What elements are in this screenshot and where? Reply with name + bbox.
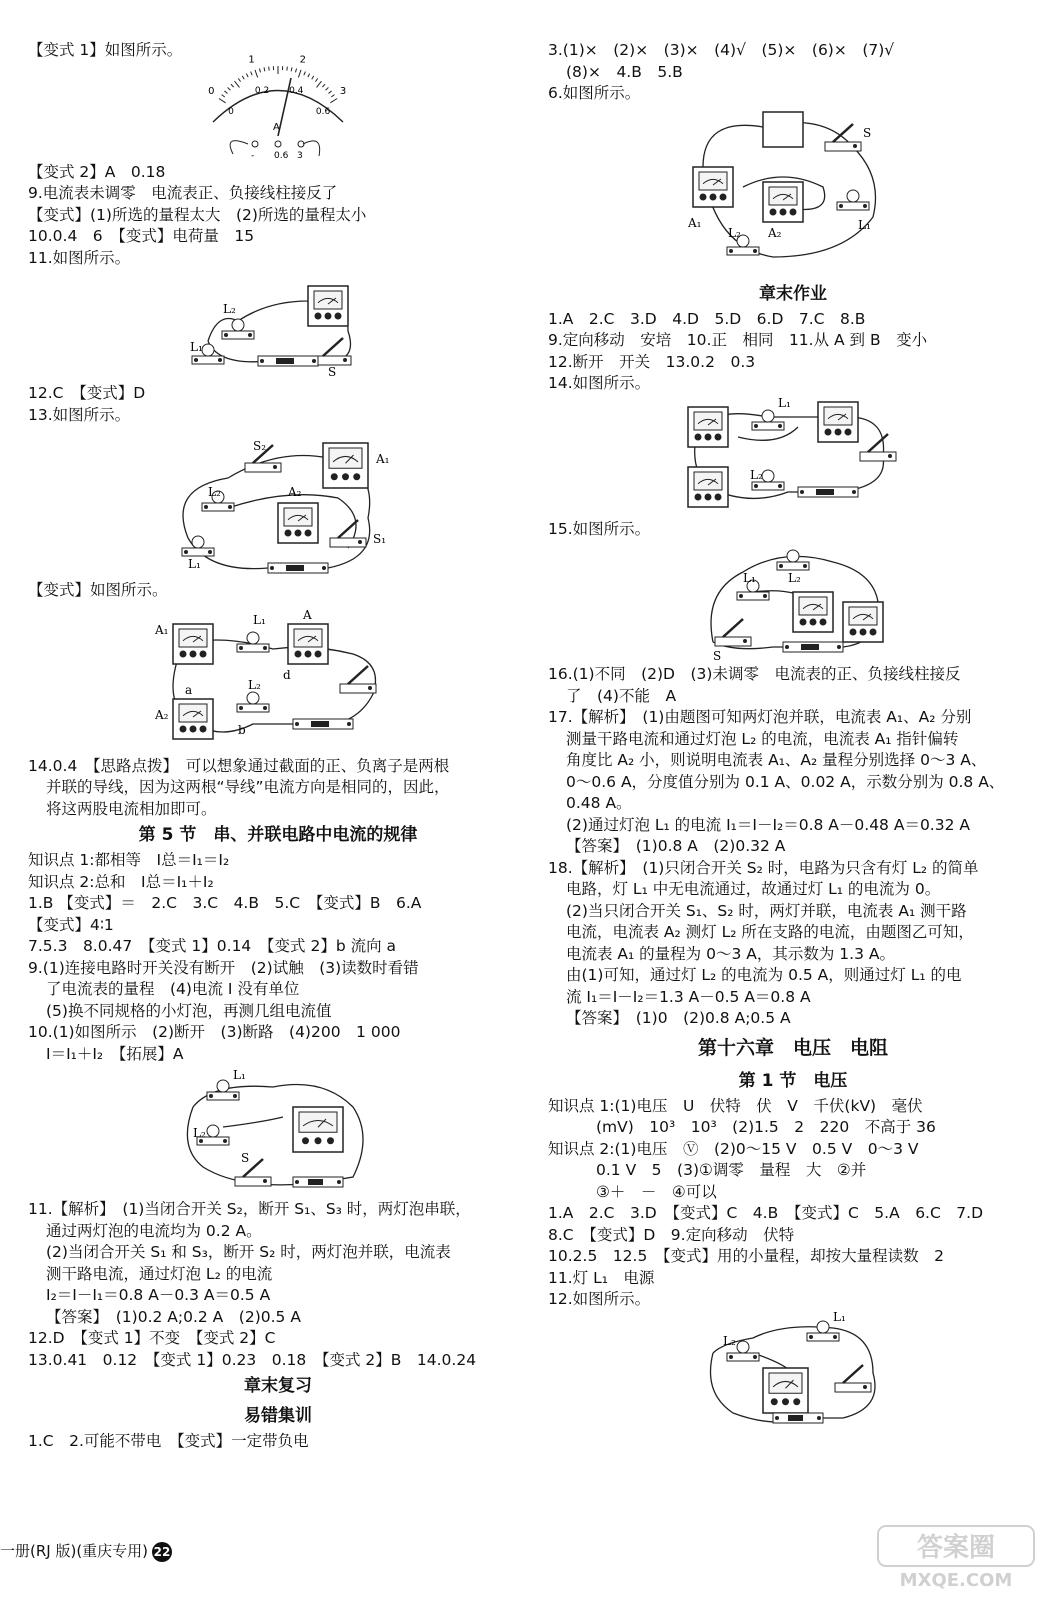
answer-line: 16.(1)不同 (2)D (3)未调零 电流表的正、负接线柱接反 — [548, 665, 961, 683]
svg-text:L₁: L₁ — [233, 1068, 246, 1082]
svg-text:A₂: A₂ — [288, 485, 302, 499]
answer-line: 测量干路电流和通过灯泡 L₂ 的电流，电流表 A₁ 指针偏转 — [566, 729, 959, 748]
svg-text:A: A — [303, 607, 312, 622]
svg-text:A₁: A₁ — [155, 622, 169, 637]
svg-text:0.6: 0.6 — [315, 106, 331, 117]
svg-text:A₁: A₁ — [688, 215, 702, 230]
answer-line: (2)当闭合开关 S₁ 和 S₃，断开 S₂ 时，两灯泡并联，电流表 — [46, 1243, 451, 1261]
circuit-figure-12 — [693, 1309, 893, 1433]
figure-c14 — [548, 397, 1038, 517]
watermark-line1: 答案圈 — [916, 1533, 996, 1563]
figure-c6 — [548, 107, 1038, 277]
answer-line: 由(1)可知，通过灯 L₂ 的电流为 0.5 A，则通过灯 L₁ 的电 — [566, 966, 962, 984]
answer-line: ③＋ － ④可以 — [596, 1182, 717, 1201]
svg-text:L₂: L₂ — [223, 302, 236, 316]
svg-text:3: 3 — [297, 150, 303, 161]
answer-line: 13.如图所示。 — [28, 405, 131, 424]
answer-line: (2)通过灯泡 L₁ 的电流 I₁＝I－I₂＝0.8 A－0.48 A＝0.32 A — [566, 815, 970, 834]
svg-text:L₂: L₂ — [750, 467, 763, 482]
footer-text: 一册(RJ 版)(重庆专用) — [0, 1542, 149, 1560]
answer-line: 流 I₁＝I－I₂＝1.3 A－0.5 A＝0.8 A — [566, 987, 811, 1006]
svg-text:A₂: A₂ — [768, 225, 782, 240]
answer-line: 【变式】如图所示。 — [28, 581, 168, 599]
answer-line: 10.2.5 12.5 【变式】用的小量程，却按大量程读数 2 — [548, 1247, 944, 1265]
answer-line: 12.C 【变式】D — [28, 384, 146, 402]
answer-line: 电流表 A₁ 的量程为 0～3 A，其示数为 1.3 A。 — [566, 944, 895, 963]
figure-c10 — [28, 1067, 528, 1197]
answer-line: 11.灯 L₁ 电源 — [548, 1268, 655, 1287]
svg-text:S: S — [328, 365, 337, 379]
answer-line: 12.如图所示。 — [548, 1290, 651, 1308]
answer-line: 10.(1)如图所示 (2)断开 (3)断路 (4)200 1 000 — [28, 1023, 401, 1041]
svg-text:3: 3 — [339, 85, 347, 97]
answer-line: 11.如图所示。 — [28, 248, 131, 267]
svg-text:L₁: L₁ — [858, 217, 871, 232]
answer-line: 【变式】4∶1 — [28, 915, 114, 934]
answer-line: 6.如图所示。 — [548, 84, 641, 102]
chapter-heading: 第十六章 电压 电阻 — [697, 1036, 888, 1059]
answer-line: 18.【解析】 (1)只闭合开关 S₂ 时，电路为只含有灯 L₂ 的简单 — [548, 858, 979, 877]
svg-text:S: S — [863, 125, 872, 140]
answer-line: 14.如图所示。 — [548, 374, 651, 392]
answer-line: (2)当只闭合开关 S₁、S₂ 时，两灯并联，电流表 A₁ 测干路 — [566, 901, 967, 920]
answer-line: 1.B 【变式】＝ 2.C 3.C 4.B 5.C 【变式】B 6.A — [28, 894, 422, 912]
figure-meter — [28, 53, 528, 161]
answer-line: 【答案】 (1)0 (2)0.8 A;0.5 A — [566, 1009, 791, 1027]
svg-text:L₂: L₂ — [788, 571, 801, 585]
answer-line: 1.C 2.可能不带电 【变式】一定带负电 — [28, 1432, 309, 1450]
svg-text:L₂: L₂ — [248, 677, 261, 692]
circuit-figure-14 — [678, 397, 908, 517]
answer-line: 角度比 A₂ 小，则说明电流表 A₁、A₂ 量程分别选择 0～3 A、 — [566, 751, 987, 769]
figure-c12 — [548, 1309, 1038, 1433]
svg-text:0: 0 — [228, 106, 234, 117]
answer-line: 11.【解析】 (1)当闭合开关 S₂，断开 S₁、S₃ 时，两灯泡串联， — [28, 1200, 471, 1218]
figure-c15 — [548, 542, 1038, 662]
answer-line: 12.断开 开关 13.0.2 0.3 — [548, 352, 756, 371]
answer-line: (8)× 4.B 5.B — [566, 62, 683, 81]
answer-line: 10.0.4 6 【变式】电荷量 15 — [28, 227, 255, 245]
circuit-figure-6 — [683, 107, 903, 277]
answer-line: 9.定向移动 安培 10.正 相同 11.从 A 到 B 变小 — [548, 331, 928, 349]
answer-line: (mV) 10³ 10³ (2)1.5 2 220 不高于 36 — [596, 1118, 936, 1136]
svg-text:A: A — [273, 121, 280, 133]
answer-line: 14.0.4 【思路点拨】 可以想象通过截面的正、负离子是两根 — [28, 756, 450, 775]
answer-line: 9.(1)连接电路时开关没有断开 (2)试触 (3)读数时看错 — [28, 958, 419, 977]
answer-line: 电路，灯 L₁ 中无电流通过，故通过灯 L₁ 的电流为 0。 — [566, 880, 941, 898]
svg-text:L₂: L₂ — [193, 1126, 206, 1140]
circuit-figure-13-variant — [153, 604, 403, 754]
answer-line: 12.D 【变式 1】不变 【变式 2】C — [28, 1329, 276, 1347]
svg-text:d: d — [283, 667, 291, 682]
ammeter-dial-figure — [193, 53, 363, 161]
answer-line: 1.A 2.C 3.D 【变式】C 4.B 【变式】C 5.A 6.C 7.D — [548, 1204, 984, 1222]
answer-line: 将这两股电流相加即可。 — [46, 799, 217, 818]
section-heading: 章末复习 — [244, 1376, 312, 1396]
answer-line: 电流，电流表 A₂ 测灯 L₂ 所在支路的电流，由题图乙可知， — [566, 923, 974, 941]
answer-line: 【变式】(1)所选的量程太大 (2)所选的量程太小 — [28, 205, 367, 224]
figure-c13 — [28, 428, 528, 578]
svg-text:L₁: L₁ — [253, 612, 266, 627]
section-heading: 第 5 节 串、并联电路中电流的规律 — [138, 825, 418, 845]
answer-line: I₂＝I－I₁＝0.8 A－0.3 A＝0.5 A — [46, 1286, 271, 1304]
figure-c11 — [28, 271, 528, 381]
section-heading: 易错集训 — [244, 1406, 312, 1426]
answer-line: 知识点 2:总和 I总＝I₁＋I₂ — [28, 872, 214, 891]
svg-text:S: S — [713, 649, 722, 663]
svg-text:L₂: L₂ — [728, 225, 741, 240]
svg-text:A₁: A₁ — [376, 452, 390, 466]
answer-line: I＝I₁＋I₂ 【拓展】A — [46, 1044, 184, 1063]
page-footer — [0, 1540, 172, 1562]
answer-line: 1.A 2.C 3.D 4.D 5.D 6.D 7.C 8.B — [548, 309, 866, 328]
answer-line: 知识点 1:都相等 I总＝I₁＝I₂ — [28, 851, 230, 869]
svg-text:L₂: L₂ — [723, 1333, 736, 1348]
answer-line: 【答案】 (1)0.8 A (2)0.32 A — [566, 837, 786, 855]
svg-text:S₁: S₁ — [373, 532, 387, 546]
answer-line: 17.【解析】 (1)由题图可知两灯泡并联，电流表 A₁、A₂ 分别 — [548, 708, 972, 726]
answer-line: 0.48 A。 — [566, 794, 632, 812]
svg-text:L₁: L₁ — [778, 395, 791, 410]
answer-line: 3.(1)× (2)× (3)× (4)√ (5)× (6)× (7)√ — [548, 41, 895, 59]
circuit-figure-13 — [148, 428, 408, 578]
svg-text:1: 1 — [248, 53, 255, 65]
svg-text:S: S — [241, 1151, 250, 1165]
answer-line: 并联的导线，因为这两根“导线”电流方向是相同的，因此， — [46, 778, 450, 796]
left-column — [28, 40, 528, 1453]
answer-line: (5)换不同规格的小灯泡，再测几组电流值 — [46, 1001, 332, 1020]
svg-text:0.4: 0.4 — [289, 85, 304, 96]
svg-text:L₁: L₁ — [190, 340, 203, 354]
svg-text:b: b — [238, 722, 246, 737]
answer-line: 【变式 1】如图所示。 — [28, 41, 183, 59]
figure-c13b — [28, 604, 528, 754]
svg-text:A₂: A₂ — [155, 707, 169, 722]
section-heading: 第 1 节 电压 — [738, 1070, 848, 1091]
svg-text:0.6: 0.6 — [274, 150, 289, 161]
watermark-logo — [876, 1522, 1036, 1592]
svg-text:L₁: L₁ — [743, 571, 756, 585]
svg-text:0: 0 — [208, 85, 215, 97]
answer-line: 0～0.6 A，分度值分别为 0.1 A、0.02 A，示数分别为 0.8 A、 — [566, 772, 1005, 791]
answer-line: 9.电流表未调零 电流表正、负接线柱接反了 — [28, 184, 338, 202]
answer-line: 【变式 2】A 0.18 — [28, 162, 166, 181]
answer-line: 测干路电流，通过灯泡 L₂ 的电流 — [46, 1264, 273, 1283]
answer-line: 知识点 1:(1)电压 U 伏特 伏 V 千伏(kV) 毫伏 — [548, 1096, 923, 1115]
circuit-figure-10 — [163, 1067, 393, 1197]
right-column — [548, 40, 1038, 1435]
answer-line: 8.C 【变式】D 9.定向移动 伏特 — [548, 1225, 795, 1244]
svg-text:-: - — [251, 150, 255, 161]
answer-line: 知识点 2:(1)电压 Ⓥ (2)0～15 V 0.5 V 0～3 V — [548, 1139, 919, 1158]
svg-text:L₂: L₂ — [208, 485, 221, 499]
battery-pack — [763, 112, 803, 147]
svg-text:0.2: 0.2 — [254, 85, 270, 96]
page-number: 22 — [152, 1542, 172, 1562]
answer-line: 15.如图所示。 — [548, 519, 651, 538]
watermark-line2: MXQE.COM — [899, 1570, 1013, 1591]
answer-line: 0.1 V 5 (3)①调零 量程 大 ②并 — [596, 1161, 867, 1179]
svg-text:S₂: S₂ — [253, 439, 267, 453]
answer-line: 【答案】 (1)0.2 A;0.2 A (2)0.5 A — [46, 1307, 301, 1326]
answer-line: 通过两灯泡的电流均为 0.2 A。 — [46, 1221, 262, 1240]
answer-line: 了电流表的量程 (4)电流 I 没有单位 — [46, 980, 300, 998]
circuit-figure-15 — [693, 542, 893, 662]
svg-text:a: a — [185, 682, 193, 697]
svg-text:2: 2 — [299, 53, 307, 65]
answer-line: 13.0.41 0.12 【变式 1】0.23 0.18 【变式 2】B 14.0.24 — [28, 1350, 477, 1369]
section-heading: 章末作业 — [759, 283, 827, 304]
answer-line: 了 (4)不能 A — [566, 686, 677, 705]
answer-line: 7.5.3 8.0.47 【变式 1】0.14 【变式 2】b 流向 a — [28, 937, 397, 955]
svg-text:L₁: L₁ — [833, 1309, 846, 1324]
svg-text:L₁: L₁ — [188, 557, 201, 571]
circuit-figure-11 — [178, 271, 378, 381]
